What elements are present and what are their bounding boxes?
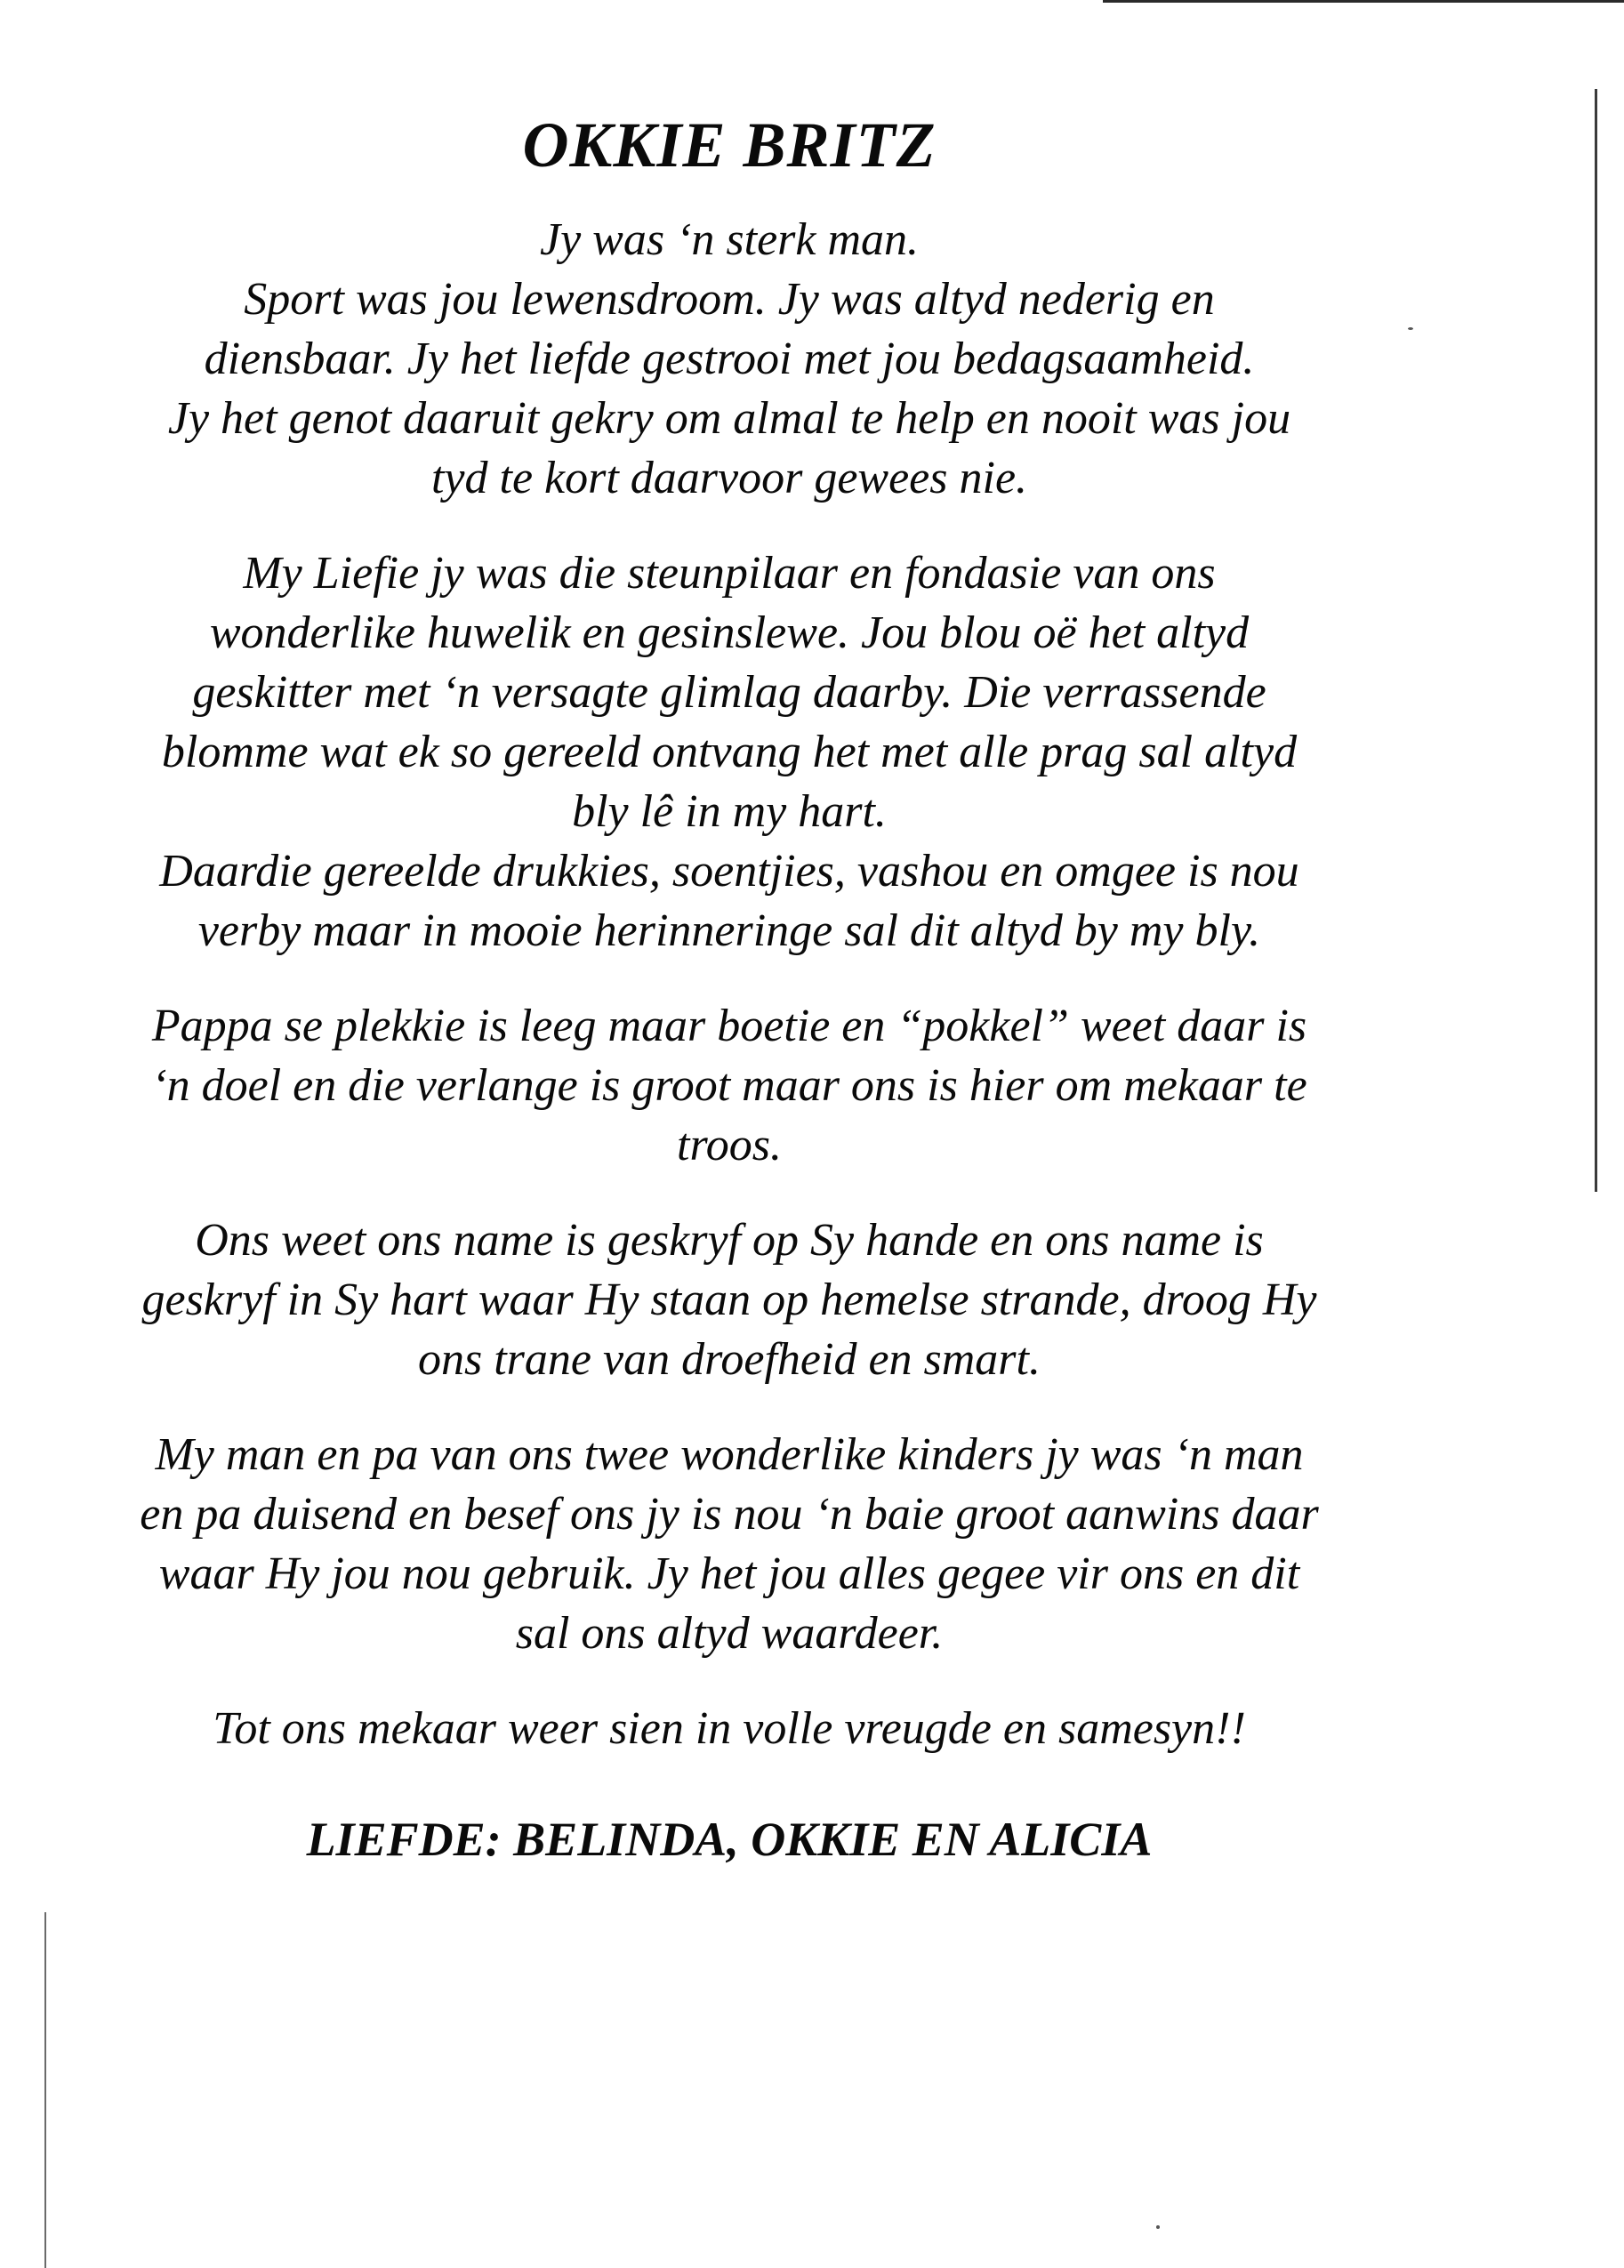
poem-line: geskryf in Sy hart waar Hy staan op hemelse strande, droog Hy xyxy=(141,1275,1317,1325)
poem-line: en pa duisend en besef ons jy is nou ‘n baie groot aanwins daar xyxy=(140,1489,1319,1540)
scan-speck xyxy=(1156,2225,1160,2229)
poem-line: troos. xyxy=(677,1120,782,1170)
poem-line: Pappa se plekkie is leeg maar boetie en “pokkel” weet daar is xyxy=(151,1001,1307,1051)
poem-line: Jy het genot daaruit gekry om almal te help en nooit was jou xyxy=(167,393,1291,444)
page-title: OKKIE BRITZ xyxy=(522,109,937,181)
poem-line: My man en pa van ons twee wonderlike kinders jy was ‘n man xyxy=(155,1429,1304,1480)
poem-line: diensbaar. Jy het liefde gestrooi met jou bedagsaamheid. xyxy=(204,334,1255,384)
stanza-2 xyxy=(53,543,1405,841)
stanza-6 xyxy=(53,1425,1405,1663)
poem-line: My Liefie jy was die steunpilaar en fondasie van ons xyxy=(243,548,1216,599)
poem-line: Ons weet ons name is geskryf op Sy hande en ons name is xyxy=(195,1215,1264,1266)
signature: LIEFDE: BELINDA, OKKIE EN ALICIA xyxy=(306,1813,1153,1866)
poem-line: blomme wat ek so gereeld ontvang het met alle prag sal altyd xyxy=(161,727,1298,777)
closing-line: Tot ons mekaar weer sien in volle vreugde en samesyn!! xyxy=(213,1703,1246,1754)
poem-line: Sport was jou lewensdroom. Jy was altyd nederig en xyxy=(244,274,1215,325)
poem-line: bly lê in my hart. xyxy=(572,786,887,837)
poem-line: wonderlike huwelik en gesinslewe. Jou blou oë het altyd xyxy=(209,607,1250,658)
scan-edge-top xyxy=(1103,0,1624,3)
poem-body xyxy=(53,210,1405,1870)
poem-line: tyd te kort daarvoor gewees nie. xyxy=(430,453,1028,503)
poem-line: verby maar in mooie herinneringe sal dit altyd by my bly. xyxy=(197,905,1261,956)
poem-line: ‘n doel en die verlange is groot maar ons is hier om mekaar te xyxy=(151,1060,1307,1111)
stanza-5 xyxy=(53,1210,1405,1389)
stanza-4 xyxy=(53,996,1405,1175)
poem-line: geskitter met ‘n versagte glimlag daarby. Die verrassende xyxy=(192,667,1266,718)
scan-edge-right xyxy=(1595,89,1597,1192)
poem-line: sal ons altyd waardeer. xyxy=(515,1608,944,1659)
poem-line: Daardie gereelde drukkies, soentjies, vashou en omgee is nou xyxy=(159,846,1299,897)
poem-line: Jy was ‘n sterk man. xyxy=(539,214,920,265)
scan-edge-left xyxy=(44,1912,46,2268)
poem-line: waar Hy jou nou gebruik. Jy het jou alles gegee vir ons en dit xyxy=(158,1548,1300,1599)
scan-speck xyxy=(1408,327,1413,330)
stanza-1 xyxy=(53,210,1405,508)
poem-line: ons trane van droefheid en smart. xyxy=(418,1334,1041,1385)
stanza-3 xyxy=(53,841,1405,961)
